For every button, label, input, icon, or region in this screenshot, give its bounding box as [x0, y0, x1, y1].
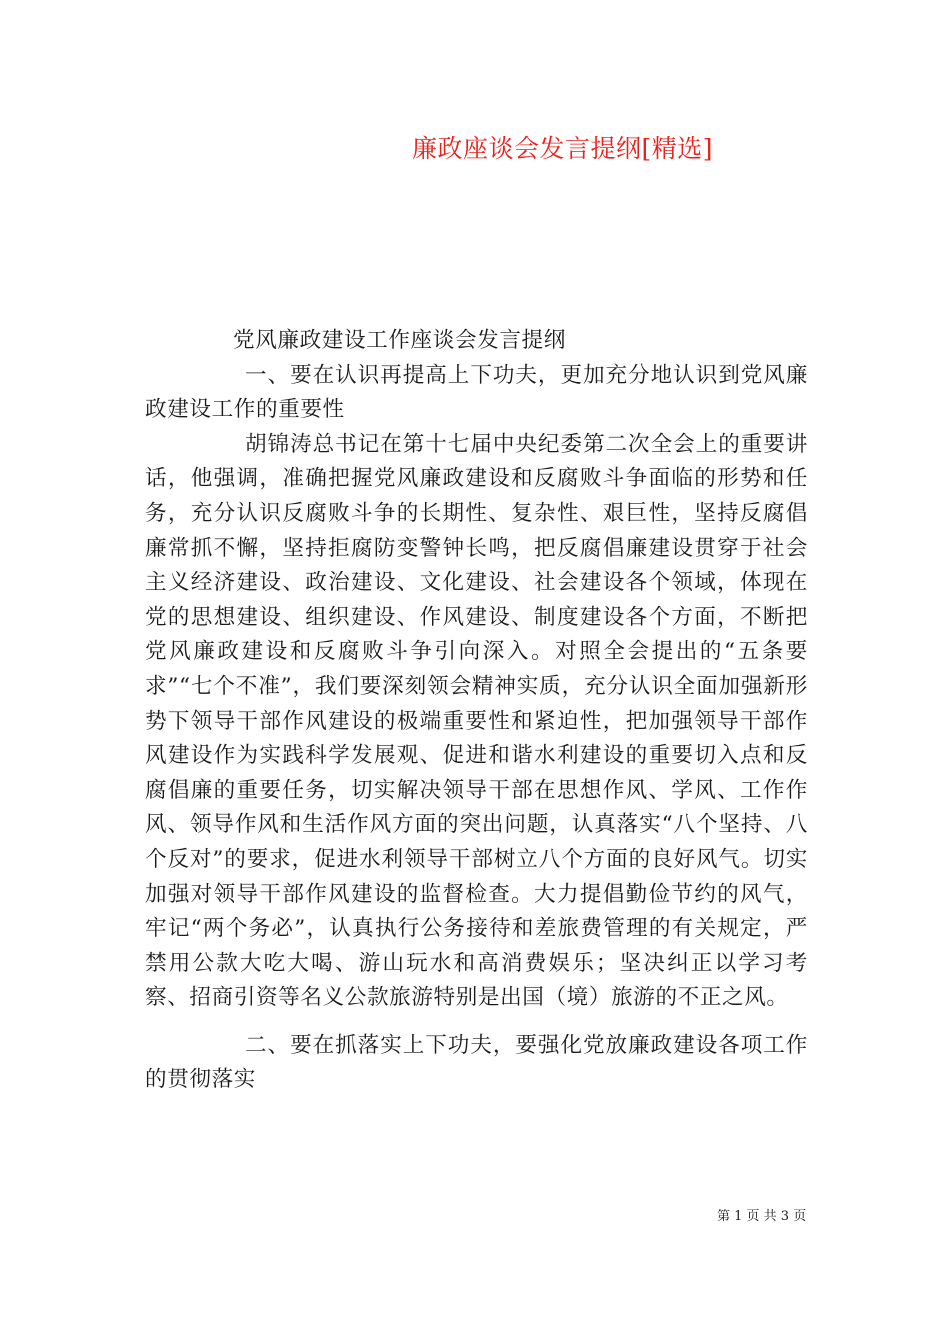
document-body [145, 324, 808, 1098]
document-title: 廉政座谈会发言提纲[精选] [412, 134, 714, 163]
document-subtitle: 党风廉政建设工作座谈会发言提纲 [233, 328, 566, 353]
section-heading-2: 二、要在抓落实上下功夫，要强化党放廉政建设各项工作的贯彻落实 [145, 1032, 808, 1093]
section-heading-1: 一、要在认识再提高上下功夫，更加充分地认识到党风廉政建设工作的重要性 [145, 362, 808, 423]
section-paragraph-1: 胡锦涛总书记在第十七届中央纪委第二次全会上的重要讲话，他强调，准确把握党风廉政建设和反腐败斗争面临的形势和任务，充分认识反腐败斗争的长期性、复杂性、艰巨性，坚持反腐倡廉常抓不懈，坚持拒腐防变警钟长鸣，把反腐倡廉建设贯穿于社会主义经济建设、政治建设、文化建设、社会建设各个领域，体现在党的思想建设、组织建设、作风建设、制度建设各个方面，不断把党风廉政建设和反腐败斗争引向深入。对照全会提出的“五条要求”“七个不准”，我们要深刻领会精神实质，充分认识全面加强新形势下领导干部作风建设的极端重要性和紧迫性，把加强领导干部作风建设作为实践科学发展观、促进和谐水利建设的重要切入点和反腐倡廉的重要任务，切实解决领导干部在思想作风、学风、工作作风、领导作风和生活作风方面的突出问题，认真落实“八个坚持、八个反对”的要求，促进水利领导干部树立八个方面的良好风气。切实加强对领导干部作风建设的监督检查。大力提倡勤俭节约的风气，牢记“两个务必”，认真执行公务接待和差旅费管理的有关规定，严禁用公款大吃大喝、游山玩水和高消费娱乐；坚决纠正以学习考察、招商引资等名义公款旅游特别是出国（境）旅游的不正之风。 [145, 431, 808, 1011]
page-number-footer: 第 1 页 共 3 页 [717, 1209, 807, 1224]
